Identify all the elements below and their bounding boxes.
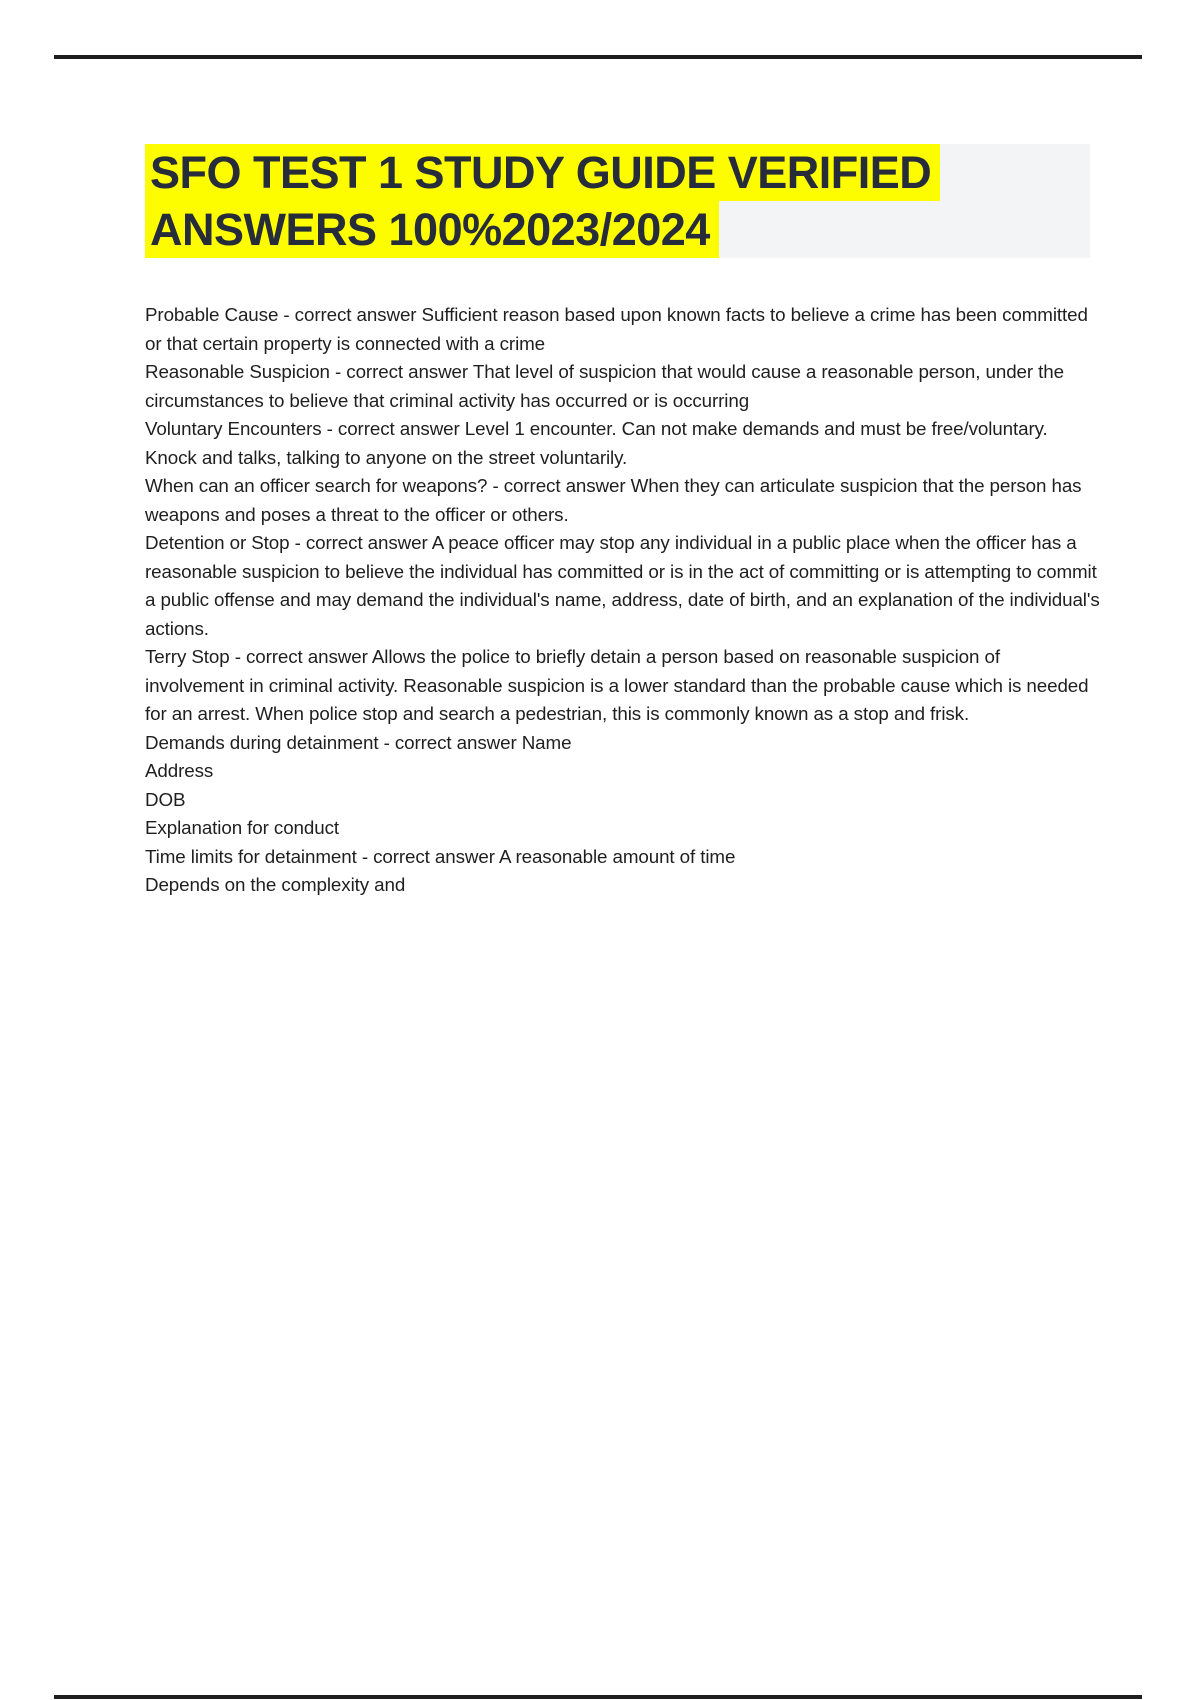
qa-paragraph-time-limits: Time limits for detainment - correct answer A reasonable amount of time <box>145 845 736 867</box>
qa-paragraph-detention-or-stop: Detention or Stop - correct answer A peace officer may stop any individual in a public place when the officer has a reasonable suspicion to believe the individual has committed or is in the act of committing or is attempting to commit a public offense and may demand the individual's name, address, date of birth, and an explanation of the individual's actions. <box>145 532 1100 639</box>
qa-list <box>145 301 1100 900</box>
qa-subline-depends-on-complexity: Depends on the complexity and <box>145 874 406 895</box>
top-rule <box>54 55 1142 59</box>
title-row-2 <box>145 201 1090 258</box>
qa-subline-dob: DOB <box>145 788 186 810</box>
qa-paragraph-reasonable-suspicion: Reasonable Suspicion - correct answer That level of suspicion that would cause a reasonable person, under the circumstances to believe that criminal activity has occurred or is occurring <box>145 361 1064 411</box>
title-row-1 <box>145 144 1090 201</box>
qa-paragraph-voluntary-encounters: Voluntary Encounters - correct answer Level 1 encounter. Can not make demands and must be free/voluntary. Knock and talks, talking to anyone on the street voluntarily. <box>145 418 1048 468</box>
qa-subline-address: Address <box>145 760 214 781</box>
title-line-1: SFO TEST 1 STUDY GUIDE VERIFIED <box>145 144 940 201</box>
title-block <box>145 144 1090 258</box>
title-line-2: ANSWERS 100%2023/2024 <box>145 201 719 258</box>
qa-paragraph-search-for-weapons: When can an officer search for weapons? - correct answer When they can articulate suspicion that the person has weapons and poses a threat to the officer or others. <box>145 475 1082 525</box>
page-title <box>145 144 1090 258</box>
qa-paragraph-probable-cause: Probable Cause - correct answer Sufficient reason based upon known facts to believe a crime has been committed or that certain property is connected with a crime <box>145 304 1088 354</box>
qa-paragraph-demands-during-detainment: Demands during detainment - correct answer Name <box>145 731 572 753</box>
qa-paragraph-terry-stop: Terry Stop - correct answer Allows the police to briefly detain a person based on reasonable suspicion of involvement in criminal activity. Reasonable suspicion is a lower standard than the probable cause which is needed for an arrest. When police stop and search a pedestrian, this is commonly known as a stop and frisk. <box>145 646 1089 724</box>
bottom-rule <box>54 1695 1142 1699</box>
qa-subline-explanation-for-conduct: Explanation for conduct <box>145 817 339 838</box>
